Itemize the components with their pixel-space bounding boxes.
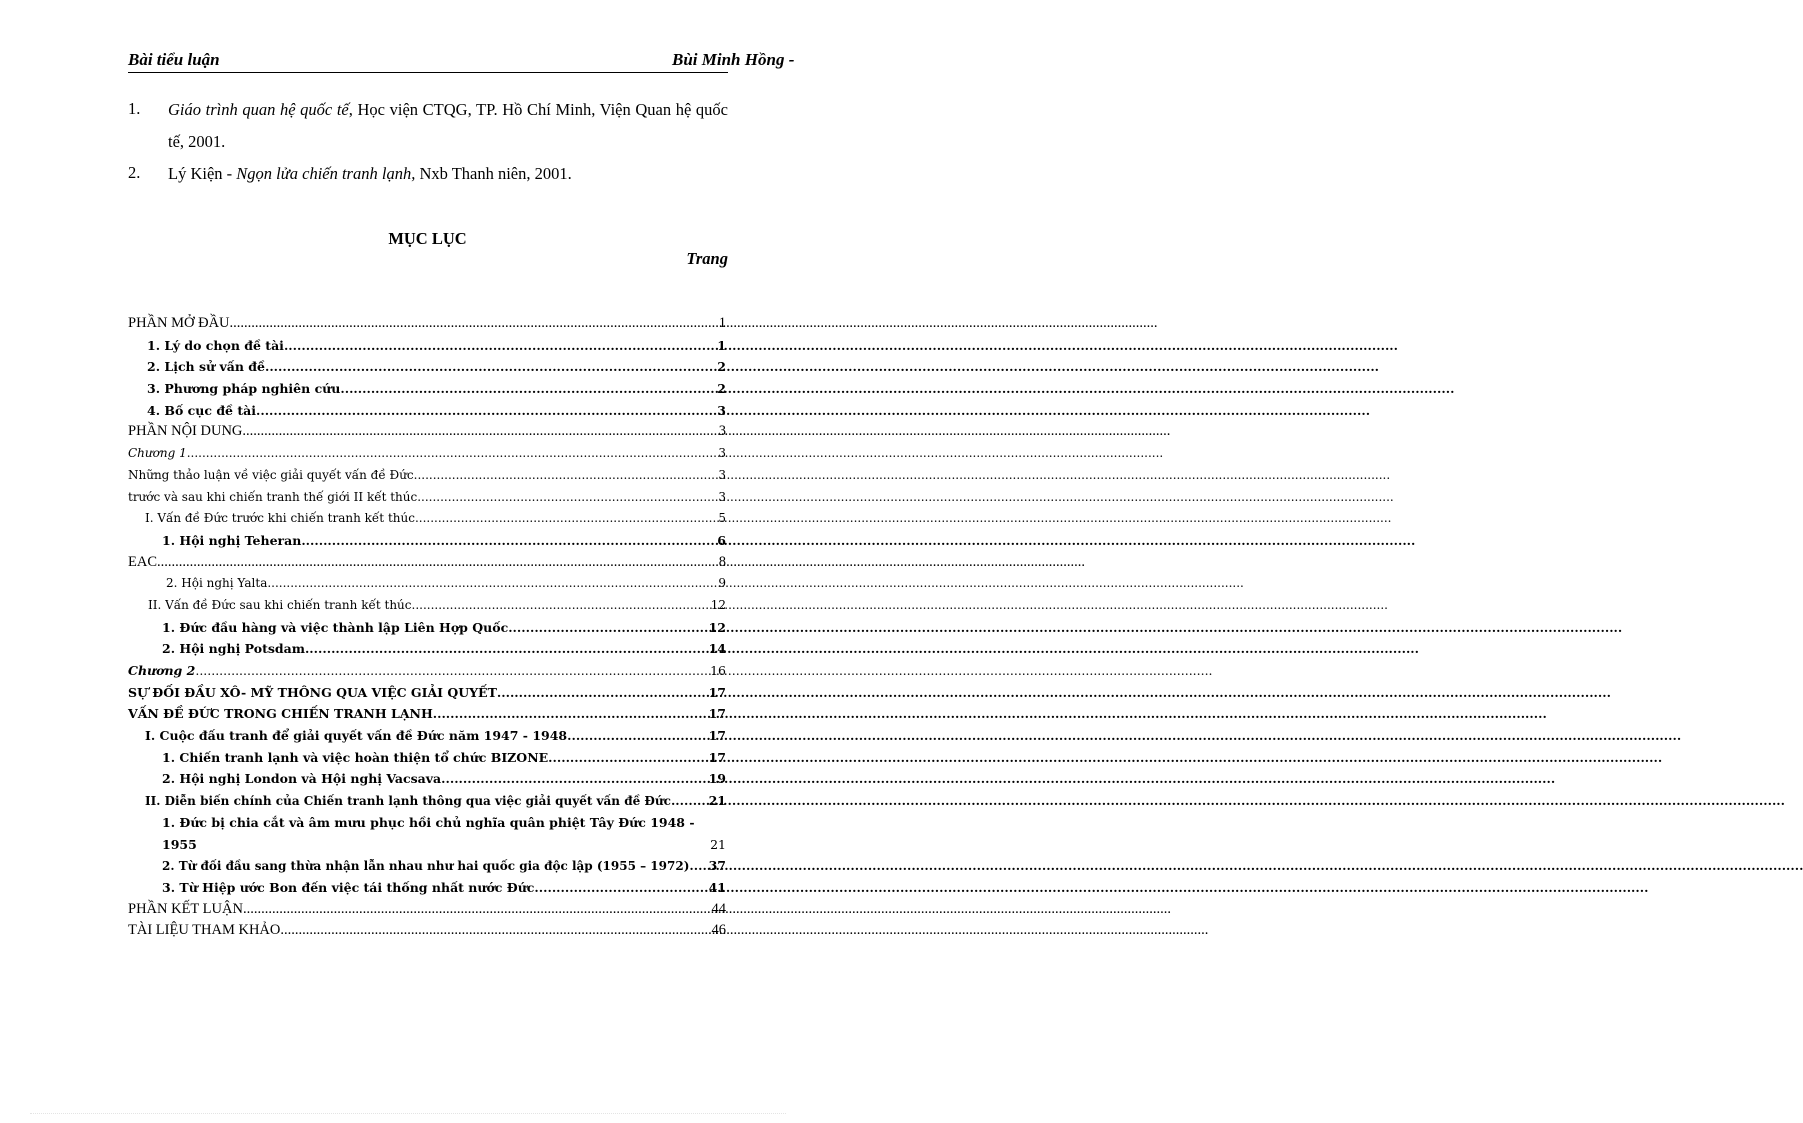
toc-leader xyxy=(671,790,709,812)
toc-entry-page: 17 xyxy=(708,728,726,744)
reference-number: 1. xyxy=(128,99,141,118)
toc-entry-title: I. Cuộc đấu tranh để giải quyết vấn đề Đức năm 1947 - 1948 xyxy=(145,728,568,744)
toc-entry-title: 4. Bố cục đề tài xyxy=(147,402,256,418)
toc-leader xyxy=(534,877,708,899)
toc-entry-title: TÀI LIỆU THAM KHẢO xyxy=(128,922,281,939)
toc-entry[interactable] xyxy=(128,465,726,487)
toc-leader xyxy=(243,899,712,921)
toc-entry[interactable] xyxy=(128,508,726,530)
toc-entry-title: II. Vấn đề Đức sau khi chiến tranh kết thúc xyxy=(148,597,412,612)
toc-entry-page: 3 xyxy=(718,467,726,482)
toc-entry[interactable] xyxy=(128,335,726,357)
toc-entry[interactable] xyxy=(128,443,726,465)
toc-entry-page: 3 xyxy=(718,446,726,461)
toc-leader xyxy=(412,595,711,617)
toc-entry-title: PHẦN KẾT LUẬN xyxy=(128,900,243,917)
toc-entry[interactable] xyxy=(128,573,726,595)
toc-entry-title: 3. Từ Hiệp ước Bon đến việc tái thống nhất nước Đức xyxy=(162,879,535,895)
toc-entry-page: 17 xyxy=(708,706,726,722)
toc-entry[interactable] xyxy=(128,356,726,378)
reference-text xyxy=(168,158,728,190)
toc-leader xyxy=(415,508,718,530)
toc-entry[interactable] xyxy=(128,812,726,855)
toc-leader xyxy=(441,768,708,790)
reference-author: Lý Kiện - xyxy=(168,164,237,183)
toc-entry-title: EAC xyxy=(128,553,157,570)
toc-entry-page: 14 xyxy=(708,641,726,657)
toc-entry-page: 1 xyxy=(717,337,726,353)
toc-entry-page: 3 xyxy=(718,489,726,504)
toc-entry-title: PHẦN MỞ ĐẦU xyxy=(128,315,230,331)
toc-entry-page: 17 xyxy=(708,684,726,700)
toc-entry[interactable] xyxy=(128,920,726,942)
toc-entry[interactable] xyxy=(128,725,726,747)
toc-entry-title: Những thảo luận về việc giải quyết vấn đề Đức xyxy=(128,467,414,482)
toc-entry-page: 21 xyxy=(710,836,726,852)
toc-leader xyxy=(284,335,717,357)
toc-entry-title: 1. Đức đầu hàng và việc thành lập Liên Hợp Quốc xyxy=(162,619,509,635)
toc-leader xyxy=(230,313,719,335)
toc-entry-page: 41 xyxy=(708,879,726,895)
toc-entry-page: 2 xyxy=(717,381,726,397)
toc-leader xyxy=(267,573,718,595)
toc-entry[interactable] xyxy=(128,768,726,790)
toc-leader xyxy=(301,530,717,552)
toc-entry[interactable] xyxy=(128,552,726,574)
toc-entry-title: Chương 2 xyxy=(128,663,196,678)
toc-entry[interactable] xyxy=(128,790,726,812)
toc-leader xyxy=(305,638,709,660)
toc-leader xyxy=(417,487,718,509)
toc-leader xyxy=(567,725,708,747)
toc-entry-title: 2. Hội nghị London và Hội nghị Vacsava xyxy=(162,771,442,787)
toc-entry-title: 2. Hội nghị Yalta xyxy=(166,576,268,591)
toc-entry-page: 19 xyxy=(708,771,726,787)
toc-entry[interactable] xyxy=(128,877,726,899)
reference-number: 2. xyxy=(128,163,141,182)
toc-entry-page: 46 xyxy=(711,922,726,939)
reference-title: Ngọn lửa chiến tranh lạnh, xyxy=(236,164,416,183)
toc-entry-title: PHẦN NỘI DUNG xyxy=(128,423,243,440)
toc-entry-title: 1. Lý do chọn đề tài xyxy=(147,337,284,353)
toc-leader xyxy=(689,855,708,877)
toc-entry-page: 3 xyxy=(718,423,726,440)
toc-entry-page: 17 xyxy=(708,749,726,765)
reference-item-2 xyxy=(128,158,728,190)
toc-entry[interactable] xyxy=(128,703,726,725)
toc-entry-title: 2. Hội nghị Potsdam xyxy=(162,641,305,657)
toc-entry-page: 1 xyxy=(718,315,726,331)
toc-entry[interactable] xyxy=(128,313,726,335)
toc-entry-title: VẤN ĐỀ ĐỨC TRONG CHIẾN TRANH LẠNH xyxy=(128,706,433,722)
reference-item-1 xyxy=(128,94,728,158)
toc-leader xyxy=(157,552,719,574)
toc-leader xyxy=(265,356,717,378)
toc-entry[interactable] xyxy=(128,682,726,704)
toc-entry-title: 1. Chiến tranh lạnh và việc hoàn thiện tổ chức BIZONE xyxy=(162,749,549,765)
toc-leader xyxy=(508,617,708,639)
toc-entry-page: 3 xyxy=(717,402,726,418)
toc-entry-page: 44 xyxy=(711,900,726,917)
page-bottom-divider xyxy=(30,1113,786,1114)
toc-entry-title: trước và sau khi chiến tranh thế giới II kết thúc xyxy=(128,489,418,504)
toc-entry-page: 5 xyxy=(718,511,726,526)
toc-leader xyxy=(280,920,711,942)
toc-entry-title: 2. Lịch sử vấn đề xyxy=(147,359,265,375)
toc-entry-title: Chương 1 xyxy=(128,446,187,461)
toc-entry[interactable] xyxy=(128,400,726,422)
reference-details: , Học viện CTQG, TP. Hồ Chí Minh, Viện Quan hệ quốc tế, 2001. xyxy=(168,100,728,151)
toc-entry[interactable] xyxy=(128,617,726,639)
toc-entry-page: 37 xyxy=(708,858,726,874)
toc-entry-page: 12 xyxy=(710,597,726,612)
reference-details: Nxb Thanh niên, 2001. xyxy=(415,164,572,183)
toc-entry-page: 12 xyxy=(708,619,726,635)
toc-entry[interactable] xyxy=(128,487,726,509)
toc-entry[interactable] xyxy=(128,530,726,552)
toc-leader xyxy=(195,660,710,682)
toc-leader xyxy=(242,421,718,443)
toc-entry[interactable] xyxy=(128,855,726,877)
reference-text xyxy=(168,94,728,158)
toc-entry-title: 3. Phương pháp nghiên cứu xyxy=(147,381,341,397)
toc-page-label: Trang xyxy=(686,249,728,268)
table-of-contents xyxy=(128,313,726,942)
toc-entry-page: 9 xyxy=(718,576,726,591)
toc-leader xyxy=(433,703,709,725)
toc-entry-page: 8 xyxy=(718,553,726,570)
toc-entry-title: 1. Hội nghị Teheran xyxy=(162,532,302,548)
toc-entry-title: 1. Đức bị chia cắt và âm mưu phục hồi chủ nghĩa quân phiệt Tây Đức 1948 - 1955 xyxy=(162,814,695,852)
toc-leader xyxy=(187,443,719,465)
toc-entry-title: I. Vấn đề Đức trước khi chiến tranh kết thúc xyxy=(145,511,415,526)
toc-entry-title: 2. Từ đối đầu sang thừa nhận lẫn nhau như hai quốc gia độc lập (1955 – 1972) xyxy=(162,859,690,874)
toc-entry-title: II. Diễn biến chính của Chiến tranh lạnh thông qua việc giải quyết vấn đề Đức xyxy=(145,794,671,809)
toc-entry[interactable] xyxy=(128,747,726,769)
toc-entry-page: 2 xyxy=(717,359,726,375)
header-rule xyxy=(128,72,728,73)
toc-entry-page: 21 xyxy=(708,793,726,809)
toc-entry-title: SỰ ĐỐI ĐẦU XÔ- MỸ THÔNG QUA VIỆC GIẢI QUYẾT xyxy=(128,684,497,700)
toc-entry[interactable] xyxy=(128,595,726,617)
toc-entry[interactable] xyxy=(128,421,726,443)
toc-entry[interactable] xyxy=(128,660,726,682)
header-author: Bùi Minh Hồng - xyxy=(672,50,795,69)
toc-leader xyxy=(497,682,709,704)
toc-entry-page: 16 xyxy=(710,663,726,678)
toc-entry[interactable] xyxy=(128,638,726,660)
header-left-title: Bài tiểu luận xyxy=(128,50,220,69)
toc-title: MỤC LỤC xyxy=(388,229,467,248)
toc-entry[interactable] xyxy=(128,378,726,400)
toc-leader xyxy=(256,400,717,422)
toc-entry-page: 6 xyxy=(717,532,726,548)
toc-leader xyxy=(414,465,719,487)
toc-entry[interactable] xyxy=(128,899,726,921)
toc-leader xyxy=(548,747,708,769)
toc-leader xyxy=(340,378,717,400)
reference-title: Giáo trình quan hệ quốc tế xyxy=(168,100,349,119)
